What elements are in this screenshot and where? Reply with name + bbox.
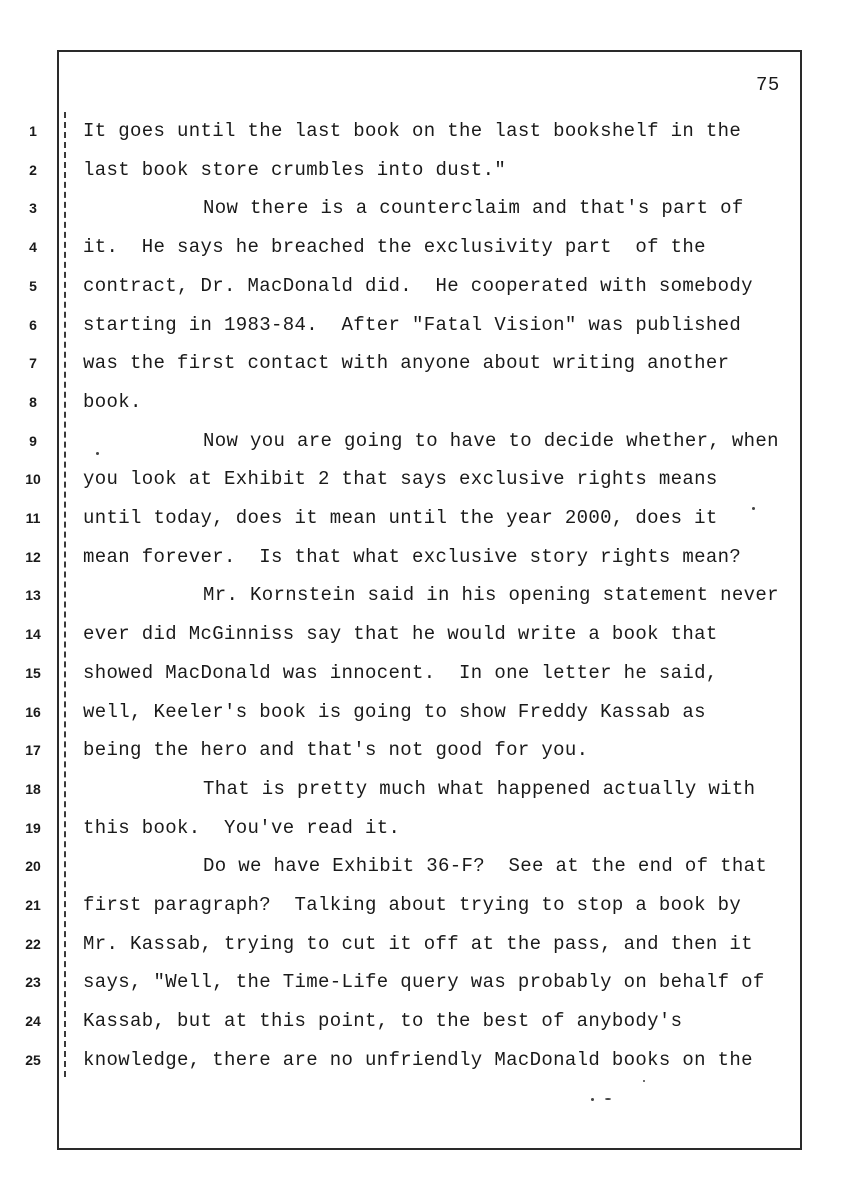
transcript-line: this book. You've read it.	[83, 816, 401, 839]
line-number: 7	[29, 355, 37, 372]
line-number: 2	[29, 161, 37, 178]
scan-speck	[96, 452, 99, 455]
transcript-line: until today, does it mean until the year 2000, does it	[83, 507, 718, 529]
line-number: 5	[29, 277, 37, 294]
page-number: 75	[756, 74, 780, 96]
transcript-line: contract, Dr. MacDonald did. He cooperated with somebody	[83, 274, 753, 297]
line-number: 1	[29, 123, 37, 139]
transcript-line: Mr. Kornstein said in his opening statement never	[203, 584, 779, 607]
transcript-line: last book store crumbles into dust."	[83, 158, 507, 181]
transcript-line: Mr. Kassab, trying to cut it off at the pass, and then it	[83, 932, 753, 955]
scan-speck	[643, 1080, 645, 1082]
transcript-line: Now there is a counterclaim and that's part of	[203, 197, 744, 220]
line-number: 17	[25, 742, 41, 759]
scan-speck	[591, 1098, 594, 1101]
transcript-line: was the first contact with anyone about writing another	[83, 352, 730, 375]
line-number: 23	[25, 974, 41, 991]
line-number: 19	[25, 819, 41, 836]
scan-speck	[752, 507, 755, 510]
line-number: 4	[29, 239, 37, 256]
transcript-line: well, Keeler's book is going to show Freddy Kassab as	[83, 700, 706, 723]
line-number: 12	[25, 548, 41, 565]
transcript-line: mean forever. Is that what exclusive story rights mean?	[83, 545, 742, 568]
transcript-line: you look at Exhibit 2 that says exclusive rights means	[83, 468, 718, 491]
line-number: 11	[25, 510, 41, 526]
margin-rule	[64, 112, 66, 1077]
line-number: 18	[25, 780, 41, 797]
transcript-line: starting in 1983-84. After "Fatal Vision" was published	[83, 313, 742, 336]
line-number: 6	[29, 316, 37, 333]
line-number: 13	[25, 587, 41, 604]
transcript-line: Now you are going to have to decide whether, when	[203, 429, 779, 452]
line-number: 10	[25, 471, 41, 488]
scan-speck	[605, 1098, 611, 1100]
transcript-line: That is pretty much what happened actually with	[203, 777, 756, 800]
line-number: 8	[29, 393, 37, 410]
line-number: 20	[25, 858, 41, 875]
transcript-line: Kassab, but at this point, to the best of anybody's	[83, 1010, 683, 1033]
transcript-line: It goes until the last book on the last bookshelf in the	[83, 120, 742, 142]
transcript-line: ever did McGinniss say that he would write a book that	[83, 623, 718, 646]
transcript-line: Do we have Exhibit 36-F? See at the end of that	[203, 855, 768, 878]
transcript-line: first paragraph? Talking about trying to stop a book by	[83, 894, 742, 916]
transcript-line: knowledge, there are no unfriendly MacDonald books on the	[83, 1048, 753, 1071]
transcript-line: book.	[83, 390, 142, 413]
transcript-line: it. He says he breached the exclusivity part of the	[83, 236, 706, 259]
transcript-line: showed MacDonald was innocent. In one letter he said,	[83, 661, 718, 684]
line-number: 9	[29, 432, 37, 449]
line-number: 3	[29, 200, 37, 217]
line-number: 22	[25, 935, 41, 952]
line-number: 16	[25, 703, 41, 720]
line-number: 24	[25, 1013, 41, 1030]
transcript-line: says, "Well, the Time-Life query was probably on behalf of	[83, 971, 765, 994]
line-number: 25	[25, 1051, 41, 1068]
line-number: 14	[25, 626, 41, 643]
line-number: 21	[25, 897, 41, 913]
line-number: 15	[25, 664, 41, 681]
transcript-line: being the hero and that's not good for you.	[83, 739, 589, 762]
